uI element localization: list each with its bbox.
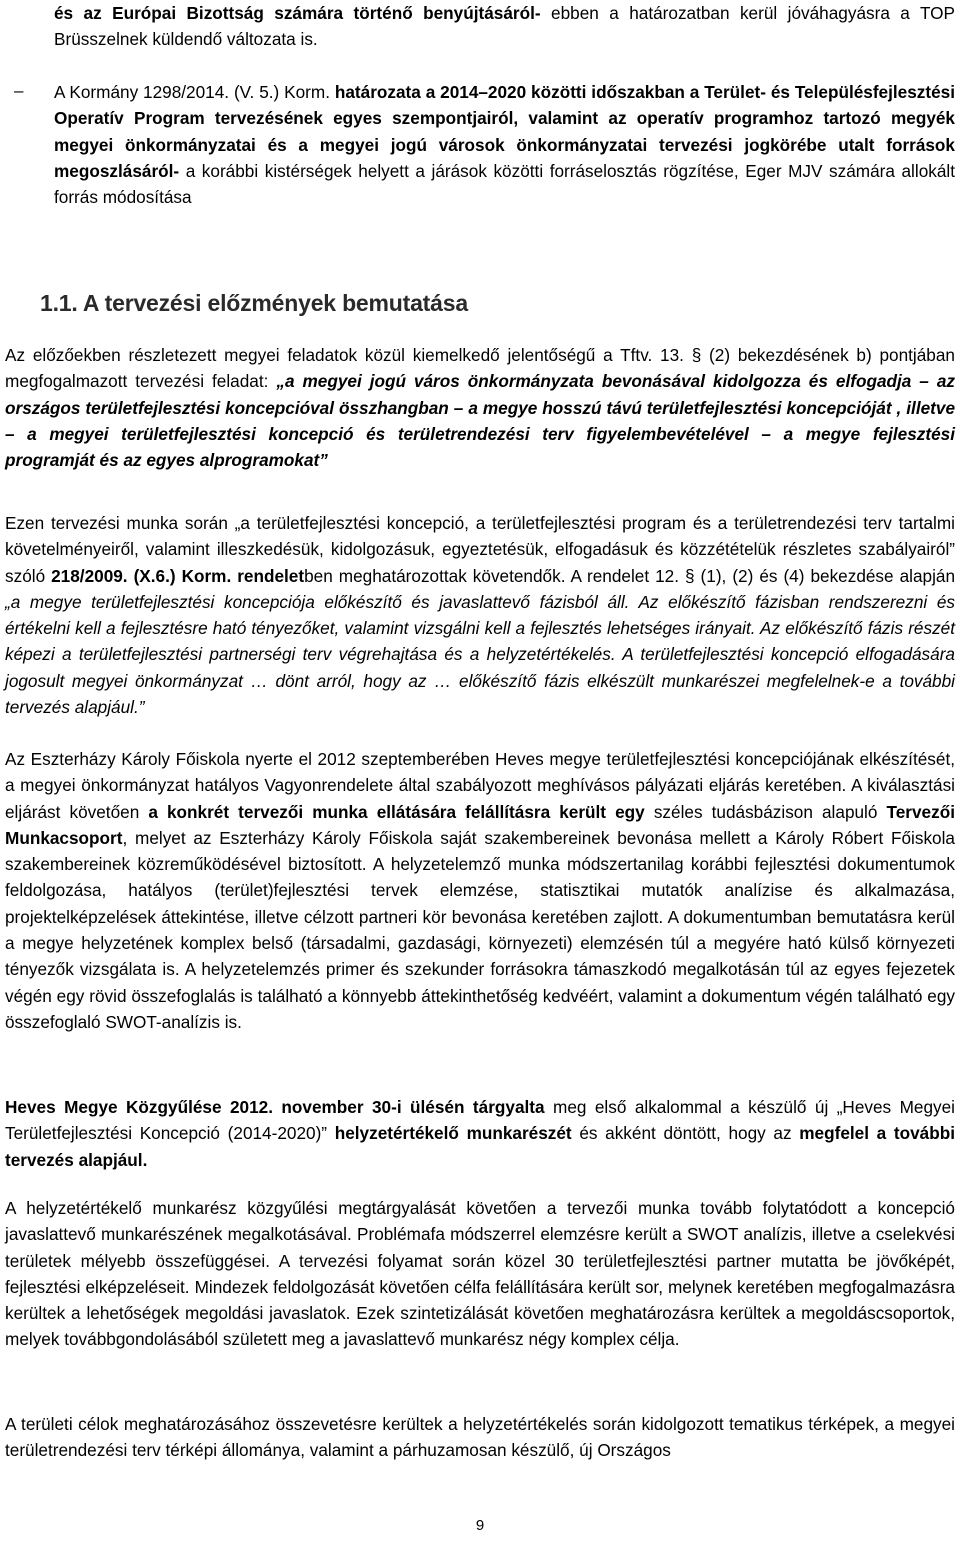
paragraph-tftv-text: Az előzőekben részletezett megyei feladatok közül kiemelkedő jelentőségű a Tftv. 13. § (2) bekezdésének b) pontjában megfogalmazott tervezési feladat:	[5, 345, 955, 392]
paragraph-kozgyules-bold-3: megfelel a további tervezés alapjául.	[5, 1123, 955, 1170]
paragraph-tftv-quote: „a megyei jogú város önkormányzata bevonásával kidolgozza és elfogadja – az országos területfejlesztési koncepcióval összhangban – a megye hosszú távú területfejlesztési koncepcióját , illetve – a megyei területfejlesztési koncepció és területrendezési terv figyelembevételével – a megye fejlesztési programját és az egyes alprogramokat”	[5, 371, 955, 471]
paragraph-kozgyules-bold-1: Heves Megye Közgyűlése 2012. november 30-i ülésén tárgyalta	[5, 1097, 545, 1117]
page-number: 9	[475, 1517, 485, 1534]
section-heading: 1.1. A tervezési előzmények bemutatása	[40, 290, 468, 316]
paragraph-rendelet-text-2: ben meghatározottak követendők. A rendelet 12. § (1), (2) és (4) bekezdése alapján	[304, 565, 956, 586]
paragraph-eszterhazy-text-2: széles tudásbázison alapuló	[644, 801, 887, 822]
list-item-paragraph	[54, 79, 955, 210]
paragraph-rendelet	[5, 510, 955, 720]
list-item-text: a korábbi kistérségek helyett a járások közötti forráselosztás rögzítése, Eger MJV számára allokált forrás módosítása	[54, 160, 955, 208]
list-item-prefix: A Kormány 1298/2014. (V. 5.) Korm.	[54, 82, 330, 102]
paragraph-kozgyules	[5, 1094, 955, 1173]
paragraph-rendelet-quote: „a megye területfejlesztési koncepciója előkészítő és javaslattevő fázisból áll. Az előkészítő fázisban rendszerezni és értékelni kell a fejlesztésre ható tényezőket, valamint vizsgálni kell a fejlesztés lehetséges irányait. Az előkészítő fázis részét képezi a területfejlesztési partnerségi terv végrehajtása és a helyzetértékelés. A területfejlesztési koncepció elfogadására jogosult megyei önkormányzat … dönt arról, hogy az … előkészítő fázis elkészült munkarészei megfelelnek-e a további tervezés alapjául.”	[5, 591, 955, 718]
paragraph-kozgyules-text-2: és akként döntött, hogy az	[571, 1123, 800, 1144]
paragraph-eszterhazy-bold-2: Tervezői Munkacsoport	[5, 801, 955, 848]
paragraph-eszterhazy	[5, 746, 955, 1035]
paragraph-eszterhazy-bold-1: a konkrét tervezői munka ellátására felállításra került egy	[148, 801, 645, 822]
paragraph-teruleti-celok: A területi célok meghatározásához összevetésre kerültek a helyzetértékelés során kidolgozott tematikus térképek, a megyei területrendezési terv térképi állománya, valamint a párhuzamosan készülő, új Országos	[5, 1414, 955, 1461]
paragraph-eszterhazy-text-3: , melyet az Eszterházy Károly Főiskola saját szakembereinek bevonása mellett a Károly Róbert Főiskola szakembereinek közreműködésével biztosított. A helyzetelemző munka módszertanilag korábbi fejlesztési dokumentumok feldolgozása, hatályos (terület)fejlesztési tervek elemzése, statisztikai mutatók analízise és alkalmazása, projektelképzelések áttekintése, illetve célzott partneri kör bevonása keretében zajlott. A dokumentumban bemutatásra kerül a megye helyzetének komplex belső (társadalmi, gazdasági, környezeti) elemzésén túl a megyére ható külső környezeti tényezők vizsgálata is. A helyzetelemzés primer és szekunder forrásokra támaszkodó megalkotásán túl az egyes fejezetek végén egy rövid összefoglalás is található a könnyebb áttekinthetőség kedvéért, valamint a dokumentum végén található egy összefoglaló SWOT-analízis is.	[5, 827, 955, 1032]
paragraph-tftv	[5, 342, 955, 473]
paragraph-helyzetertekelo: A helyzetértékelő munkarész közgyűlési megtárgyalását követően a tervezői munka tovább folytatódott a koncepció javaslattevő munkarészének megalkotásával. Problémafa módszerrel elemzésre került a SWOT analízis, illetve a cselekvési területek mélyebb összefüggései. A tervezési folyamat során közel 30 területfejlesztési partner mutatta be jövőképét, fejlesztési elképzeléseit. Mindezek feldolgozását követően célfa felállítására került sor, melynek keretében megfogalmazásra kerültek a lehetőségek megoldási javaslatok. Ezek szintetizálását követően meghatározásra kerültek a megoldáscsoportok, melyek továbbgondolásából született meg a javaslattevő munkarész négy komplex célja.	[5, 1198, 955, 1350]
paragraph-rendelet-bold: 218/2009. (X.6.) Korm. rendelet	[51, 565, 305, 586]
intro-paragraph	[54, 0, 955, 53]
intro-bold-text: és az Európai Bizottság számára történő benyújtásáról-	[54, 3, 541, 23]
paragraph-rendelet-text-1: Ezen tervezési munka során „a területfejlesztési koncepció, a területfejlesztési program és a területrendezési terv tartalmi követelményeiről, valamint illeszkedésük, kidolgozásuk, egyeztetésük, elfogadásuk és közzétételük részletes szabályairól” szóló	[5, 513, 955, 586]
paragraph-eszterhazy-text-1: Az Eszterházy Károly Főiskola nyerte el 2012 szeptemberében Heves megye területfejlesztési koncepciójának elkészítését, a megyei önkormányzat hatályos Vagyonrendelete által szabályozott meghívásos pályázati eljárás keretében. A kiválasztási eljárást követően	[5, 749, 955, 822]
intro-text: ebben a határozatban kerül jóváhagyásra a TOP Brüsszelnek küldendő változata is.	[54, 3, 955, 50]
paragraph-kozgyules-bold-2: helyzetértékelő munkarészét	[334, 1123, 572, 1144]
list-item-bold-text: határozata a 2014–2020 közötti időszakban a Terület- és Településfejlesztési Operatív Program tervezésének egyes szempontjairól, valamint az operatív programhoz tartozó megyék megyei önkormányzatai és a megyei jogú városok önkormányzatai tervezési jogkörébe utalt források megoszlásáról-	[54, 82, 955, 181]
list-dash: –	[14, 81, 24, 100]
paragraph-kozgyules-text-1: meg első alkalommal a készülő új „Heves Megyei Területfejlesztési Koncepció (2014-2020)”	[5, 1097, 955, 1144]
